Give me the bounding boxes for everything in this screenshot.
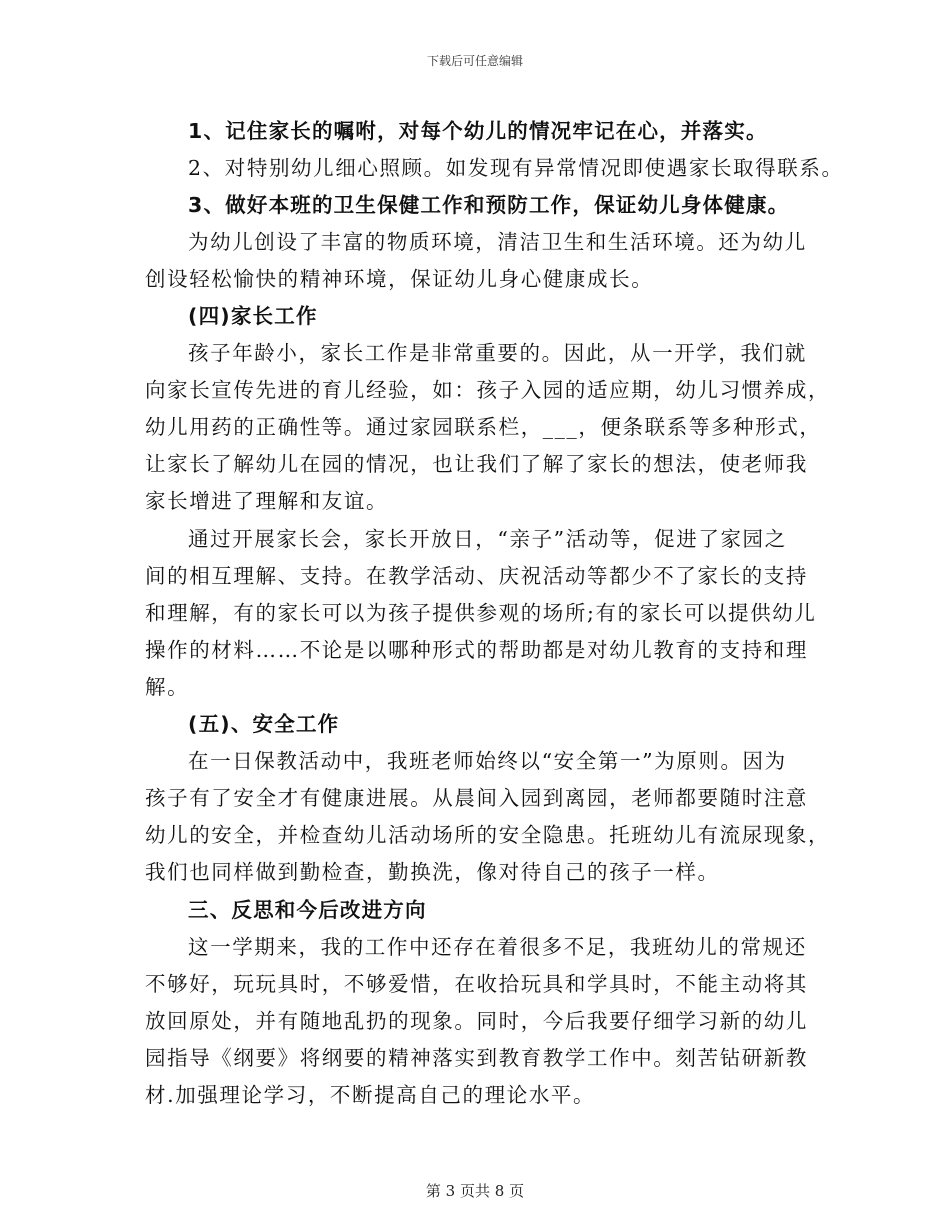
paragraph-line: 材.加强理论学习，不断提高自己的理论水平。 [145, 1083, 596, 1107]
section-heading-safety: (五)、安全工作 [188, 712, 340, 736]
paragraph-line: 幼儿用药的正确性等。通过家园联系栏，___，便条联系等多种形式， [145, 415, 822, 439]
section-heading-reflection: 三、反思和今后改进方向 [188, 898, 427, 922]
paragraph-line: 园指导《纲要》将纲要的精神落实到教育教学工作中。刻苦钻研新教 [145, 1046, 808, 1070]
paragraph-line: 在一日保教活动中，我班老师始终以“安全第一”为原则。因为 [188, 749, 787, 773]
paragraph-line: 解。 [145, 675, 190, 699]
section-heading-parents: (四)家长工作 [188, 304, 318, 328]
paragraph-line: 孩子有了安全才有健康进展。从晨间入园到离园，老师都要随时注意 [145, 786, 808, 810]
paragraph-line: 让家长了解幼儿在园的情况，也让我们了解了家长的想法，使老师我 [145, 452, 808, 476]
paragraph-line: 我们也同样做到勤检查，勤换洗，像对待自己的孩子一样。 [145, 860, 720, 884]
paragraph-line: 向家长宣传先进的育儿经验，如：孩子入园的适应期，幼儿习惯养成， [145, 378, 831, 402]
numbered-item-1: 1、记住家长的嘱咐，对每个幼儿的情况牢记在心，并落实。 [188, 119, 768, 143]
numbered-item-2: 2、对特别幼儿细心照顾。如发现有异常情况即使遇家长取得联系。 [188, 156, 844, 180]
paragraph-line: 不够好，玩玩具时，不够爱惜，在收拾玩具和学具时，不能主动将其 [145, 972, 808, 996]
paragraph-line: 创设轻松愉快的精神环境，保证幼儿身心健康成长。 [145, 267, 654, 291]
paragraph-line: 通过开展家长会，家长开放日，“亲子”活动等，促进了家园之 [188, 527, 787, 551]
paragraph-line: 孩子年龄小，家长工作是非常重要的。因此，从一开学，我们就 [188, 341, 807, 365]
paragraph-line: 间的相互理解、支持。在教学活动、庆祝活动等都少不了家长的支持 [145, 564, 808, 588]
paragraph-line: 和理解，有的家长可以为孩子提供参观的场所;有的家长可以提供幼儿 [145, 601, 817, 625]
paragraph-line: 幼儿的安全，并检查幼儿活动场所的安全隐患。托班幼儿有流尿现象， [145, 823, 831, 847]
page-number-footer: 第 3 页共 8 页 [425, 1182, 525, 1200]
paragraph-line: 为幼儿创设了丰富的物质环境，清洁卫生和生活环境。还为幼儿 [188, 230, 807, 254]
numbered-item-3: 3、做好本班的卫生保健工作和预防工作，保证幼儿身体健康。 [188, 193, 790, 217]
paragraph-line: 家长增进了理解和友谊。 [145, 489, 389, 513]
page-header: 下载后可任意编辑 [426, 54, 523, 68]
paragraph-line: 放回原处，并有随地乱扔的现象。同时，今后我要仔细学习新的幼儿 [145, 1009, 808, 1033]
paragraph-line: 操作的材料……不论是以哪种形式的帮助都是对幼儿教育的支持和理 [145, 638, 808, 662]
paragraph-line: 这一学期来，我的工作中还存在着很多不足，我班幼儿的常规还 [188, 935, 807, 959]
